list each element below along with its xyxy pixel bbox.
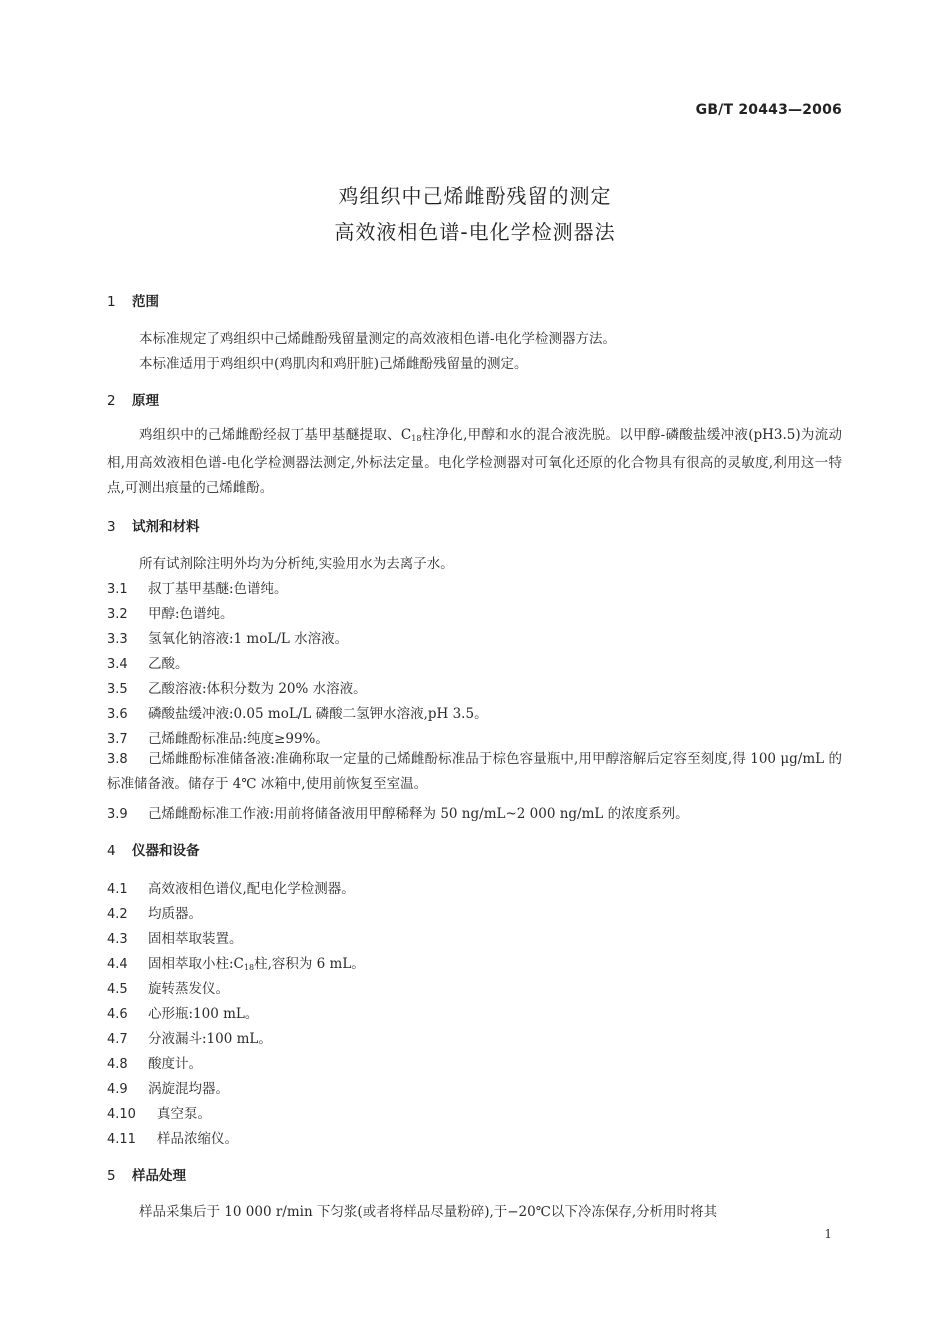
item-text: 磷酸盐缓冲液:0.05 moL/L 磷酸二氢钾水溶液,pH 3.5。	[148, 706, 488, 722]
item-number: 4.6	[107, 1007, 128, 1022]
item-number: 3.4	[107, 657, 128, 672]
item-text: 己烯雌酚标准品:纯度≥99%。	[148, 731, 329, 747]
item-number: 4.8	[107, 1057, 128, 1072]
item-text: 氢氧化钠溶液:1 moL/L 水溶液。	[148, 631, 349, 647]
item-text: 真空泵。	[157, 1106, 211, 1122]
item-number: 3.6	[107, 707, 128, 722]
list-item	[107, 677, 842, 697]
list-item	[107, 627, 842, 647]
list-item	[107, 747, 842, 797]
section-heading-3	[107, 515, 200, 535]
item-text: 心形瓶:100 mL。	[148, 1006, 259, 1022]
item-number: 4.5	[107, 982, 128, 997]
list-item	[107, 977, 842, 997]
list-item	[107, 802, 842, 822]
list-item	[107, 702, 842, 722]
item-number: 4.9	[107, 1082, 128, 1097]
list-item	[107, 652, 842, 672]
list-item	[107, 1027, 842, 1047]
section-number: 4	[107, 843, 116, 859]
paragraph: 本标准适用于鸡组织中(鸡肌肉和鸡肝脏)己烯雌酚残留量的测定。	[139, 356, 528, 372]
item-number: 3.5	[107, 682, 128, 697]
list-item	[107, 1052, 842, 1072]
list-item	[107, 1127, 842, 1147]
section-title: 原理	[132, 393, 159, 409]
item-text: 固相萃取小柱:C	[148, 956, 244, 972]
section-heading-2	[107, 389, 159, 409]
item-text: 己烯雌酚标准工作液:用前将储备液用甲醇稀释为 50 ng/mL~2 000 ng/mL 的浓度系列。	[148, 806, 689, 822]
list-item	[107, 877, 842, 897]
paragraph: 本标准规定了鸡组织中己烯雌酚残留量测定的高效液相色谱-电化学检测器方法。	[139, 331, 617, 347]
section-title: 仪器和设备	[132, 843, 200, 859]
item-number: 4.4	[107, 957, 128, 972]
item-number: 4.3	[107, 932, 128, 947]
item-number: 4.11	[107, 1132, 136, 1147]
item-number: 3.1	[107, 582, 128, 597]
item-text: 乙酸溶液:体积分数为 20% 水溶液。	[148, 681, 367, 697]
text-run: 鸡组织中的己烯雌酚经叔丁基甲基醚提取、C	[139, 427, 412, 443]
list-item	[107, 727, 842, 747]
item-text: 高效液相色谱仪,配电化学检测器。	[148, 881, 355, 897]
item-text: 固相萃取装置。	[148, 931, 243, 947]
paragraph: 样品采集后于 10 000 r/min 下匀浆(或者将样品尽量粉碎),于−20℃以下冷冻保存,分析用时将其	[139, 1204, 718, 1220]
list-item	[107, 927, 842, 947]
item-number: 4.10	[107, 1107, 136, 1122]
item-number: 3.3	[107, 632, 128, 647]
subscript: 18	[411, 434, 422, 443]
principle-paragraph	[107, 423, 842, 501]
item-number: 3.7	[107, 732, 128, 747]
item-number: 3.9	[107, 807, 128, 822]
item-text: 酸度计。	[148, 1056, 202, 1072]
section-number: 2	[107, 393, 116, 409]
item-number: 4.1	[107, 882, 128, 897]
item-text: 己烯雌酚标准储备液:准确称取一定量的己烯雌酚标准品于棕色容量瓶中,用甲醇溶解后定容至刻度,得 100 μg/mL 的标准储备液。储存于 4℃ 冰箱中,使用前恢复至室温。	[107, 751, 842, 792]
list-item	[107, 902, 842, 922]
item-text: 乙酸。	[148, 656, 189, 672]
item-number: 3.8	[107, 752, 128, 767]
section-title: 范围	[132, 294, 159, 310]
standard-code: GB/T 20443—2006	[695, 102, 842, 118]
item-number: 4.7	[107, 1032, 128, 1047]
list-item	[107, 577, 842, 597]
section-heading-5	[107, 1164, 186, 1184]
item-text: 样品浓缩仪。	[157, 1131, 238, 1147]
section-heading-1	[107, 290, 159, 310]
item-text: 涡旋混均器。	[148, 1081, 229, 1097]
text-run: 柱净化,甲醇和水的混合液洗脱。以甲醇-磷酸盐缓冲液(pH3.5)为流动相,用高效液相色谱-电化学检测器法测定,外标法定量。电化学检测器对可氧化还原的化合物具有很高的灵敏度,利用这一特点,可测出痕量的己烯雌酚。	[107, 427, 842, 496]
item-text: 叔丁基甲基醚:色谱纯。	[148, 581, 288, 597]
section-number: 3	[107, 519, 116, 535]
item-text: 分液漏斗:100 mL。	[148, 1031, 272, 1047]
item-number: 3.2	[107, 607, 128, 622]
section-number: 1	[107, 294, 116, 310]
section-number: 5	[107, 1168, 116, 1184]
list-item	[107, 602, 842, 622]
section-title: 样品处理	[132, 1168, 186, 1184]
subscript: 18	[243, 963, 255, 972]
page-number: 1	[824, 1227, 832, 1241]
section-heading-4	[107, 839, 200, 859]
section-title: 试剂和材料	[132, 519, 200, 535]
item-text: 甲醇:色谱纯。	[148, 606, 234, 622]
item-text: 旋转蒸发仪。	[148, 981, 229, 997]
paragraph: 所有试剂除注明外均为分析纯,实验用水为去离子水。	[139, 556, 454, 572]
list-item	[107, 1077, 842, 1097]
doc-title-line1: 鸡组织中己烯雌酚残留的测定	[338, 184, 612, 208]
item-text: 柱,容积为 6 mL。	[254, 956, 365, 972]
doc-title-line2: 高效液相色谱-电化学检测器法	[334, 220, 616, 244]
list-item	[107, 1102, 842, 1122]
item-text: 均质器。	[148, 906, 202, 922]
list-item	[107, 1002, 842, 1022]
list-item	[107, 952, 842, 972]
item-number: 4.2	[107, 907, 128, 922]
